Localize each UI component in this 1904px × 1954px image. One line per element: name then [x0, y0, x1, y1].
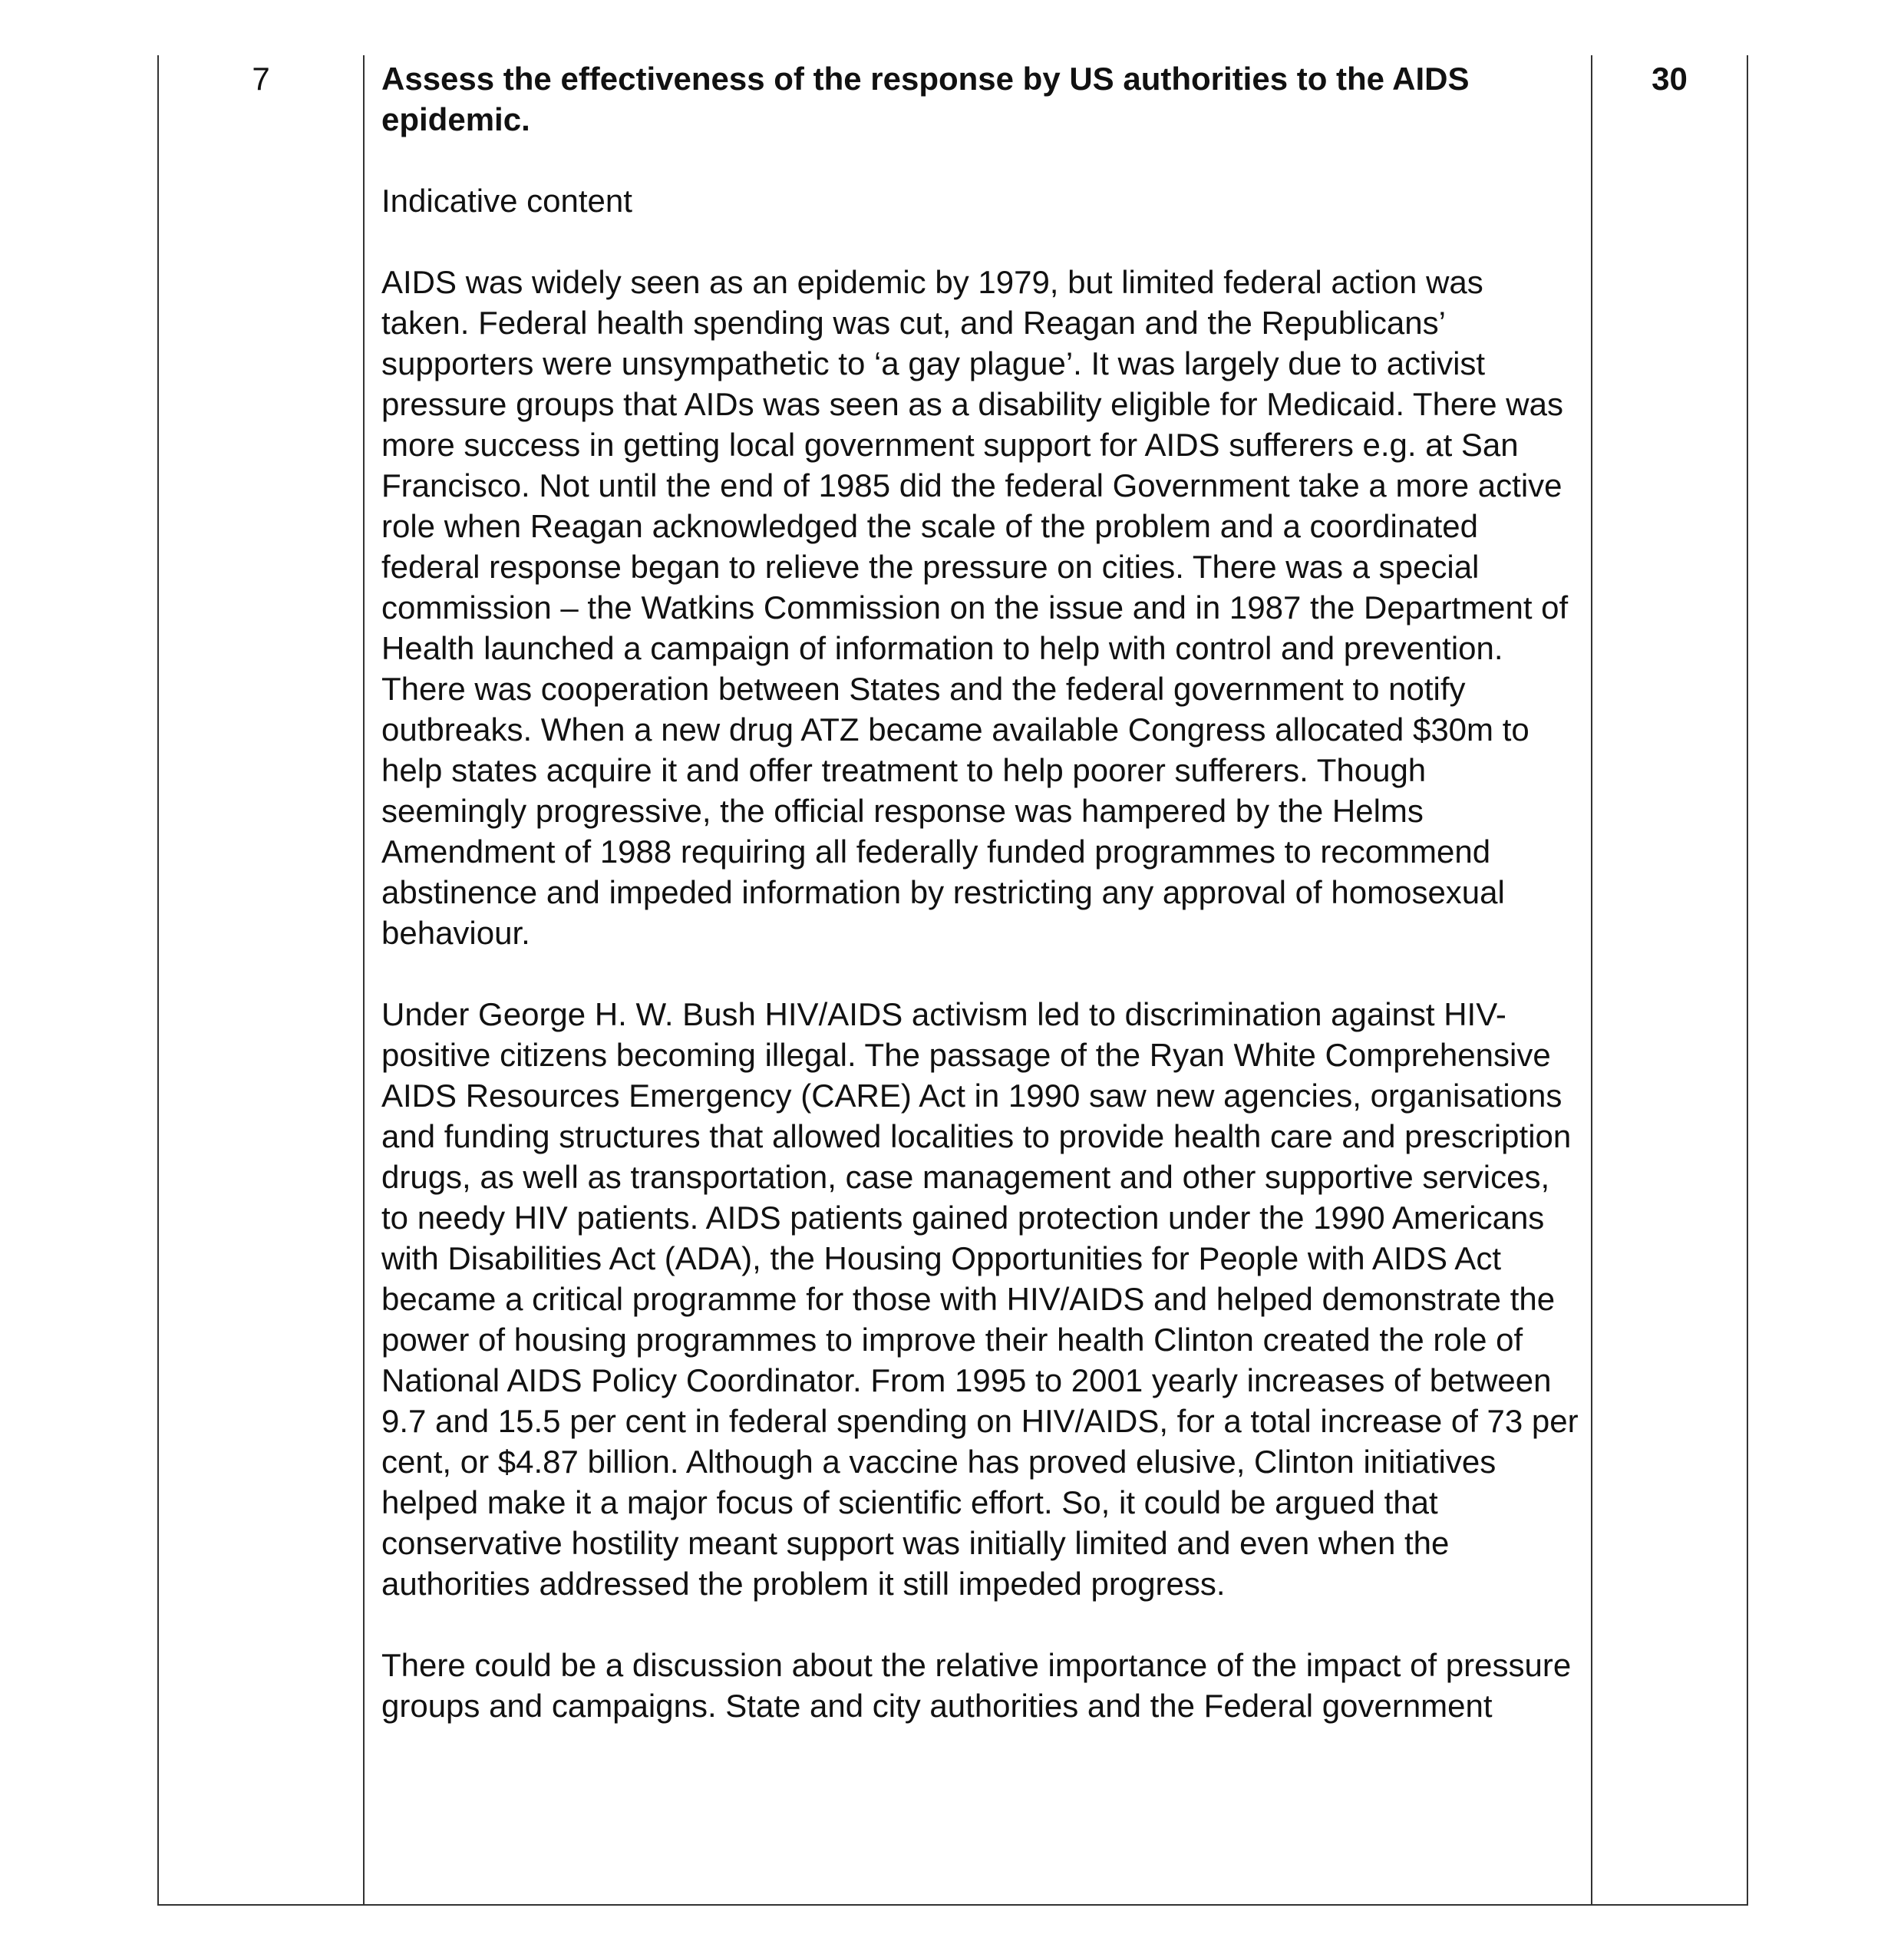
indicative-content-heading: Indicative content	[381, 183, 632, 219]
question-marks: 30	[1652, 61, 1688, 97]
guidance-paragraph-3: There could be a discussion about the relative importance of the impact of pressure groups and campaigns. State and city authorities and the Federal government	[381, 1647, 1572, 1724]
guidance-paragraph-1: AIDS was widely seen as an epidemic by 1979, but limited federal action was taken. Federal health spending was cut, and Reagan and the Republicans’ supporters were unsympathetic to ‘a gay plague’. It was largely due to activist pressure groups that AIDs was seen as a disability eligible for Medicaid. There was more success in getting local government support for AIDS sufferers e.g. at San Francisco. Not until the end of 1985 did the federal Government take a more active role when Reagan acknowledged the scale of the problem and a coordinated federal response began to relieve the pressure on cities. There was a special commission – the Watkins Commission on the issue and in 1987 the Department of Health launched a campaign of information to help with control and prevention. There was cooperation between States and the federal government to notify outbreaks. When a new drug ATZ became available Congress allocated $30m to help states acquire it and offer treatment to help poorer sufferers. Though seemingly progressive, the official response was hampered by the Helms Amendment of 1988 requiring all federally funded programmes to recommend abstinence and impeded information by restricting any approval of homosexual behaviour.	[381, 264, 1569, 951]
question-number: 7	[252, 61, 270, 97]
mark-scheme-table	[157, 55, 1748, 1906]
guidance-paragraph-2: Under George H. W. Bush HIV/AIDS activism led to discrimination against HIV-positive citizens becoming illegal. The passage of the Ryan White Comprehensive AIDS Resources Emergency (CARE) Act in 1990 saw new agencies, organisations and funding structures that allowed localities to provide health care and prescription drugs, as well as transportation, case management and other supportive services, to needy HIV patients. AIDS patients gained protection under the 1990 Americans with Disabilities Act (ADA), the Housing Opportunities for People with AIDS Act became a critical programme for those with HIV/AIDS and helped demonstrate the power of housing programmes to improve their health Clinton created the role of National AIDS Policy Coordinator. From 1995 to 2001 yearly increases of between 9.7 and 15.5 per cent in federal spending on HIV/AIDS, for a total increase of 73 per cent, or $4.87 billion. Although a vaccine has proved elusive, Clinton initiatives helped make it a major focus of scientific effort. So, it could be argued that conservative hostility meant support was initially limited and even when the authorities addressed the problem it still impeded progress.	[381, 996, 1579, 1602]
answer-guidance-cell	[381, 58, 1579, 1726]
column-divider-right	[1591, 55, 1592, 1904]
column-divider-left	[363, 55, 365, 1904]
question-text: Assess the effectiveness of the response by US authorities to the AIDS epidemic.	[381, 61, 1470, 137]
